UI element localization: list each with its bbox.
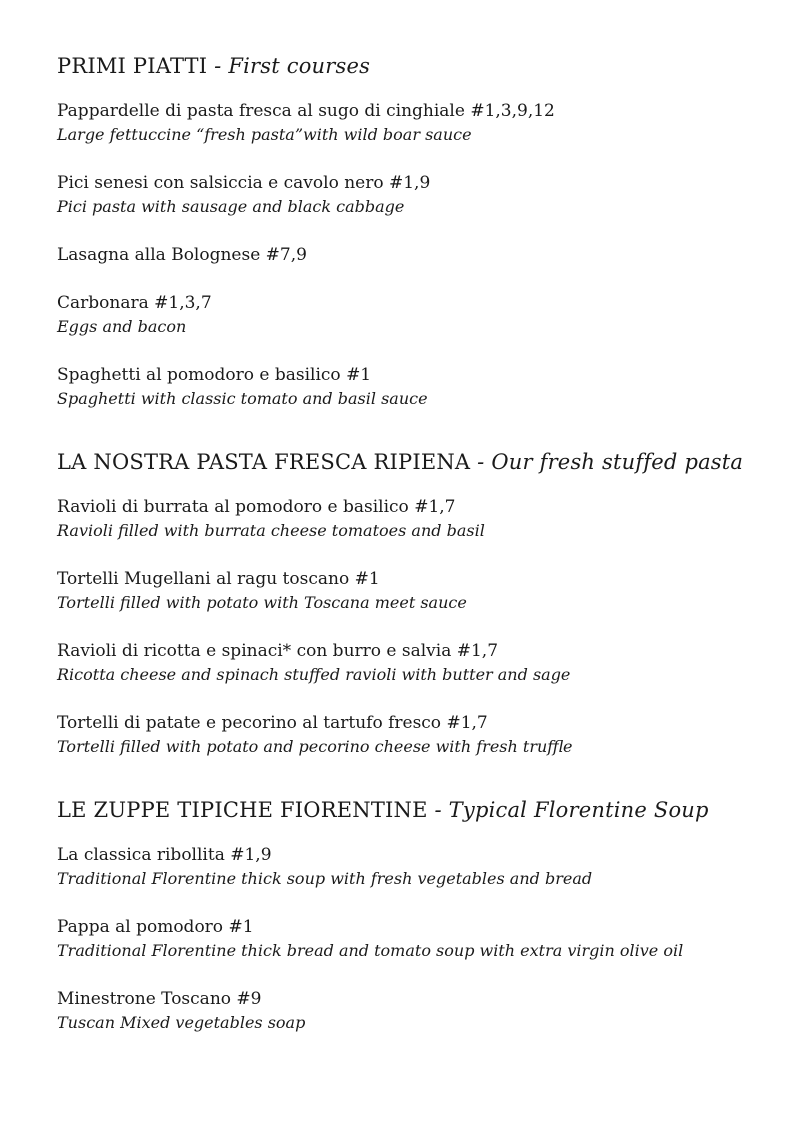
dish-name: La classica ribollita #1,9 [57,845,272,865]
menu-item [57,291,777,339]
dish-description: Pici pasta with sausage and black cabbage [57,197,405,216]
dish-name: Minestrone Toscano #9 [57,989,262,1009]
menu-item [57,639,777,687]
section-title [57,52,777,80]
menu-item [57,99,777,147]
menu-item [57,843,777,891]
dish-description: Tortelli filled with potato with Toscana meet sauce [57,593,467,612]
menu-item [57,711,777,759]
section-title-en: Our fresh stuffed pasta [491,450,744,474]
section-title-it: LA NOSTRA PASTA FRESCA RIPIENA [57,450,471,474]
dish-name: Pappa al pomodoro #1 [57,917,254,937]
dish-name: Tortelli di patate e pecorino al tartufo fresco #1,7 [57,713,488,733]
dish-name: Pici senesi con salsiccia e cavolo nero #1,9 [57,173,431,193]
section-title-separator: - [470,450,492,474]
dish-name: Ravioli di ricotta e spinaci* con burro e salvia #1,7 [57,641,499,661]
dish-description: Tortelli filled with potato and pecorino cheese with fresh truffle [57,737,573,756]
dish-name: Tortelli Mugellani al ragu toscano #1 [57,569,380,589]
dish-description: Traditional Florentine thick soup with fresh vegetables and bread [57,869,593,888]
section-title-it: LE ZUPPE TIPICHE FIORENTINE [57,798,435,822]
section-title [57,448,777,476]
menu-item [57,567,777,615]
section-title-separator: - [207,54,229,78]
dish-description: Spaghetti with classic tomato and basil sauce [57,389,428,408]
menu-item [57,243,777,267]
menu-item [57,363,777,411]
dish-name: Ravioli di burrata al pomodoro e basilico #1,7 [57,497,456,517]
dish-description: Traditional Florentine thick bread and tomato soup with extra virgin olive oil [57,941,684,960]
section-primi-piatti [57,52,777,411]
section-title-en: First courses [228,54,371,78]
dish-name: Carbonara #1,3,7 [57,293,212,313]
dish-name: Spaghetti al pomodoro e basilico #1 [57,365,372,385]
dish-description: Large fettuccine “fresh pasta”with wild boar sauce [57,125,472,144]
dish-description: Ravioli filled with burrata cheese tomatoes and basil [57,521,485,540]
dish-description: Tuscan Mixed vegetables soap [57,1013,306,1032]
dish-name: Lasagna alla Bolognese #7,9 [57,245,307,265]
section-pasta-fresca-ripiena [57,448,777,759]
dish-description: Eggs and bacon [57,317,187,336]
section-title-it: PRIMI PIATTI [57,54,208,78]
dish-name: Pappardelle di pasta fresca al sugo di cinghiale #1,3,9,12 [57,101,555,121]
menu-item [57,987,777,1035]
menu-item [57,171,777,219]
section-title-separator: - [434,798,449,822]
menu-item [57,495,777,543]
section-title [57,796,777,824]
menu-item [57,915,777,963]
section-title-en: Typical Florentine Soup [448,798,709,822]
menu-page [57,52,777,1035]
dish-description: Ricotta cheese and spinach stuffed ravioli with butter and sage [57,665,571,684]
section-zuppe-fiorentine [57,796,777,1035]
